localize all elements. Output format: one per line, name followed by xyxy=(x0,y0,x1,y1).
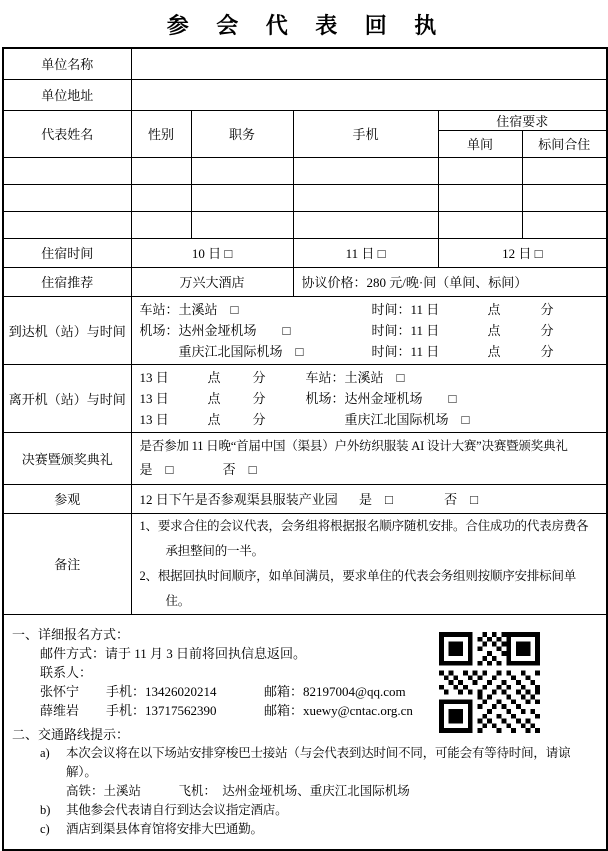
departure-hour-blank[interactable]: 点 xyxy=(207,390,221,406)
qr-code-svg xyxy=(439,632,540,733)
departure-line[interactable] xyxy=(140,367,599,388)
rep-single-cell[interactable] xyxy=(438,157,522,184)
final-ceremony-question: 是否参加 11 日晚“首届中国（渠县）户外纺织服装 AI 设计大赛”决赛暨颁奖典礼 xyxy=(139,439,568,453)
arrival-line[interactable] xyxy=(140,320,599,341)
rep-name-header: 代表姓名 xyxy=(3,110,131,157)
unit-address-row xyxy=(3,79,607,110)
arrival-label: 到达机（站）与时间 xyxy=(3,296,131,364)
departure-date-label: 13 日 xyxy=(139,369,169,385)
remarks-row xyxy=(3,513,607,614)
hotel-label: 住宿推荐 xyxy=(3,267,131,296)
contact-label: 联系人： xyxy=(40,664,93,680)
traffic-item xyxy=(40,744,598,782)
arrival-airport1-checkbox[interactable]: 机场：达州金垭机场 □ xyxy=(139,322,291,338)
unit-name-label: 单位名称 xyxy=(3,48,131,79)
final-ceremony-row xyxy=(3,432,607,484)
rep-row xyxy=(3,184,607,211)
rep-header-row xyxy=(3,110,607,130)
arrival-station-checkbox[interactable]: 车站：土溪站 □ xyxy=(139,301,239,317)
rep-position-cell[interactable] xyxy=(191,211,293,238)
departure-line[interactable] xyxy=(140,409,599,430)
signup-heading: 一、详细报名方式： xyxy=(12,626,130,642)
accommodation-header: 住宿要求 xyxy=(438,110,607,130)
departure-airport1-checkbox[interactable]: 机场：达州金垭机场 □ xyxy=(305,390,457,406)
arrival-hour-blank[interactable]: 点 xyxy=(487,301,501,317)
departure-hour-blank[interactable]: 点 xyxy=(207,369,221,385)
contact-email xyxy=(264,701,598,720)
traffic-heading: 二、交通路线提示： xyxy=(12,726,130,742)
stay-day10-checkbox[interactable]: 10 日 □ xyxy=(131,238,293,267)
traffic-item xyxy=(40,820,598,839)
phone-label: 手机： xyxy=(106,702,146,718)
visit-cell xyxy=(131,484,607,513)
remark-item: 1、要求合住的会议代表，会务组将根据报名顺序随机安排。合住成功的代表房费各承担整间的一半。 xyxy=(139,518,589,558)
rep-gender-cell[interactable] xyxy=(131,157,191,184)
shared-room-header: 标间合住 xyxy=(522,130,607,157)
rep-name-cell[interactable] xyxy=(3,184,131,211)
final-ceremony-yes-checkbox[interactable]: 是 □ xyxy=(139,462,174,477)
unit-address-label: 单位地址 xyxy=(3,79,131,110)
rep-name-cell[interactable] xyxy=(3,211,131,238)
arrival-minute-blank[interactable]: 分 xyxy=(540,322,554,338)
rep-mobile-cell[interactable] xyxy=(293,184,438,211)
position-header: 职务 xyxy=(191,110,293,157)
remark-item: 2、根据回执时间顺序，如单间满员，要求单住的代表会务组则按顺序安排标间单住。 xyxy=(139,568,577,608)
mail-line: 邮件方式：请于 11 月 3 日前将回执信息返回。 xyxy=(40,645,307,661)
traffic-item-text: 其他参会代表请自行到达会议指定酒店。 xyxy=(66,802,288,817)
contact-phone xyxy=(106,682,264,701)
rep-mobile-cell[interactable] xyxy=(293,211,438,238)
departure-date-label: 13 日 xyxy=(139,390,169,406)
remarks-label: 备注 xyxy=(3,513,131,614)
rep-gender-cell[interactable] xyxy=(131,184,191,211)
rep-row xyxy=(3,157,607,184)
arrival-row xyxy=(3,296,607,364)
unit-name-row xyxy=(3,48,607,79)
visit-question: 12 日下午是否参观渠县服装产业园 xyxy=(139,492,338,507)
hotel-row xyxy=(3,267,607,296)
departure-hour-blank[interactable]: 点 xyxy=(207,411,221,427)
rep-row xyxy=(3,211,607,238)
email-label: 邮箱： xyxy=(264,702,304,718)
rep-position-cell[interactable] xyxy=(191,184,293,211)
final-ceremony-options xyxy=(140,458,599,482)
page-title: 参 会 代 表 回 执 xyxy=(166,13,448,38)
reply-form-table xyxy=(2,47,608,851)
phone-label: 手机： xyxy=(106,683,146,699)
remarks-cell xyxy=(131,513,607,614)
traffic-item-marker: c) xyxy=(40,821,50,836)
rep-mobile-cell[interactable] xyxy=(293,157,438,184)
stay-day12-checkbox[interactable]: 12 日 □ xyxy=(438,238,607,267)
arrival-time-label: 时间：11 日 xyxy=(371,343,440,359)
phone-number: 13426020214 xyxy=(145,683,217,699)
unit-address-input[interactable] xyxy=(131,79,607,110)
visit-no-checkbox[interactable]: 否 □ xyxy=(444,492,478,507)
final-ceremony-no-checkbox[interactable]: 否 □ xyxy=(222,462,257,477)
traffic-item-text: 本次会议将在以下场站安排穿梭巴士接站（与会代表到达时间不同，可能会有等待时间，请谅解）。 xyxy=(66,745,571,779)
arrival-minute-blank[interactable]: 分 xyxy=(540,301,554,317)
contact-name: 薛维岩 xyxy=(40,702,80,718)
visit-yes-checkbox[interactable]: 是 □ xyxy=(359,492,393,507)
rep-shared-cell[interactable] xyxy=(522,184,607,211)
arrival-hour-blank[interactable]: 点 xyxy=(487,343,501,359)
traffic-item-marker: a) xyxy=(40,745,50,760)
contact-email xyxy=(264,682,598,701)
notes-row xyxy=(3,614,607,850)
gender-header: 性别 xyxy=(131,110,191,157)
departure-date-label: 13 日 xyxy=(139,411,169,427)
arrival-cell xyxy=(131,296,607,364)
rep-position-cell[interactable] xyxy=(191,157,293,184)
unit-name-input[interactable] xyxy=(131,48,607,79)
traffic-item-line2: 高铁：土溪站 飞机： 达州金垭机场、重庆江北国际机场 xyxy=(66,783,410,798)
arrival-time-label: 时间：11 日 xyxy=(371,301,440,317)
departure-airport2-checkbox[interactable]: 重庆江北国际机场 □ xyxy=(305,411,470,427)
mobile-header: 手机 xyxy=(293,110,438,157)
final-ceremony-cell xyxy=(131,432,607,484)
stay-time-row xyxy=(3,238,607,267)
email-label: 邮箱： xyxy=(264,683,304,699)
departure-station-checkbox[interactable]: 车站：土溪站 □ xyxy=(305,369,405,385)
contact-name: 张怀宁 xyxy=(40,683,80,699)
arrival-minute-blank[interactable]: 分 xyxy=(540,343,554,359)
departure-minute-blank[interactable]: 分 xyxy=(252,369,266,385)
stay-day11-checkbox[interactable]: 11 日 □ xyxy=(293,238,438,267)
single-room-header: 单间 xyxy=(438,130,522,157)
qr-code xyxy=(439,632,540,733)
notes-cell xyxy=(3,614,607,850)
rep-shared-cell[interactable] xyxy=(522,211,607,238)
arrival-hour-blank[interactable]: 点 xyxy=(487,322,501,338)
visit-row xyxy=(3,484,607,513)
final-ceremony-label: 决赛暨颁奖典礼 xyxy=(3,432,131,484)
rep-name-cell[interactable] xyxy=(3,157,131,184)
traffic-item-marker: b) xyxy=(40,802,51,817)
rep-gender-cell[interactable] xyxy=(131,211,191,238)
traffic-item-text: 酒店到渠县体育馆将安排大巴通勤。 xyxy=(66,821,263,836)
email-address: xuewy@cntac.org.cn xyxy=(303,702,413,718)
traffic-item xyxy=(40,801,598,820)
contact-phone xyxy=(106,701,264,720)
email-address: 82197004@qq.com xyxy=(303,683,406,699)
departure-label: 离开机（站）与时间 xyxy=(3,364,131,432)
rep-shared-cell[interactable] xyxy=(522,157,607,184)
stay-time-label: 住宿时间 xyxy=(3,238,131,267)
departure-minute-blank[interactable]: 分 xyxy=(252,390,266,406)
phone-number: 13717562390 xyxy=(145,702,217,718)
hotel-name: 万兴大酒店 xyxy=(131,267,293,296)
visit-label: 参观 xyxy=(3,484,131,513)
departure-minute-blank[interactable]: 分 xyxy=(252,411,266,427)
arrival-line[interactable] xyxy=(140,341,599,362)
departure-row xyxy=(3,364,607,432)
arrival-time-label: 时间：11 日 xyxy=(371,322,440,338)
rep-single-cell[interactable] xyxy=(438,211,522,238)
rep-single-cell[interactable] xyxy=(438,184,522,211)
hotel-price: 协议价格：280 元/晚·间（单间、标间） xyxy=(293,267,607,296)
arrival-line[interactable] xyxy=(140,299,599,320)
arrival-airport2-checkbox[interactable]: 重庆江北国际机场 □ xyxy=(139,343,304,359)
departure-cell xyxy=(131,364,607,432)
departure-line[interactable] xyxy=(140,388,599,409)
